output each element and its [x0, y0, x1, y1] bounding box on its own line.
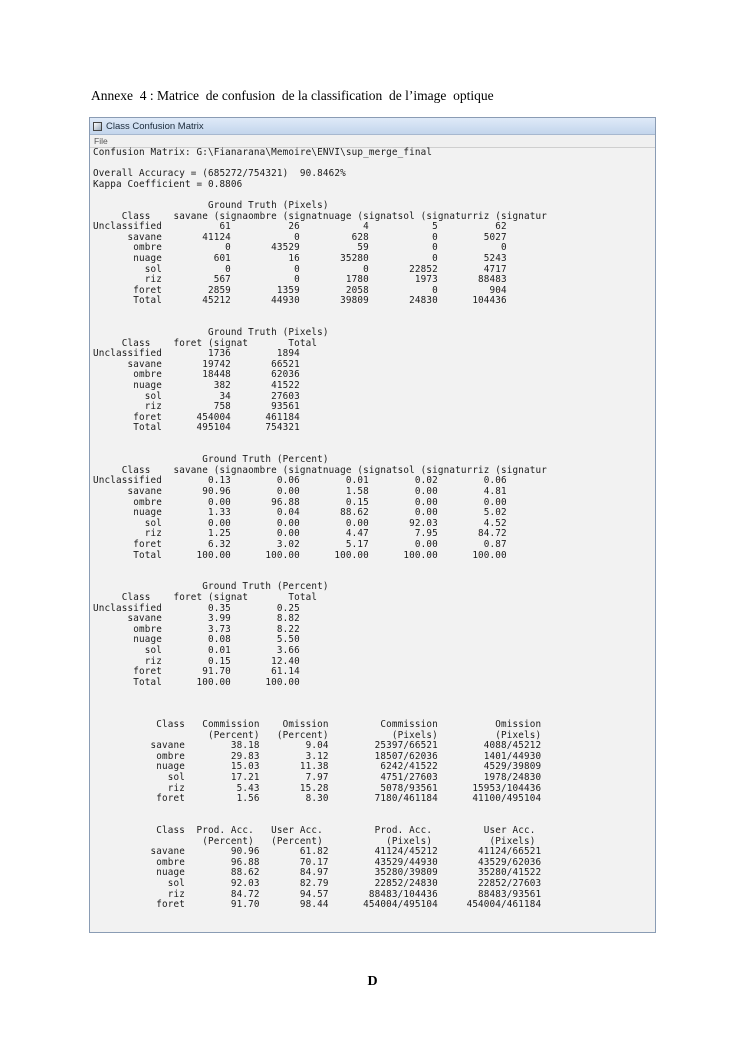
- table-row: riz 5.43 15.28 5078/93561 15953/104436: [93, 782, 542, 794]
- table-row: foret 1.56 8.30 7180/461184 41100/495104: [93, 793, 542, 805]
- table-header: Class foret (signat Total: [93, 591, 318, 603]
- table-row: nuage 15.03 11.38 6242/41522 4529/39809: [93, 761, 542, 773]
- table-row: foret 454004 461184: [93, 411, 300, 423]
- overall-accuracy-line: Overall Accuracy = (685272/754321) 90.8462%: [93, 168, 346, 180]
- table-row: Total 495104 754321: [93, 422, 300, 434]
- report-text-area[interactable]: [90, 148, 655, 933]
- table-row: ombre 29.83 3.12 18507/62036 1401/44930: [93, 750, 542, 762]
- report-path-line: Confusion Matrix: G:\Fianarana\Memoire\ENVI\sup_merge_final: [93, 147, 433, 158]
- table-row: ombre 0.00 96.88 0.15 0.00 0.00: [93, 496, 507, 508]
- table-row: foret 91.70 61.14: [93, 666, 300, 678]
- table-header: (Percent) (Percent) (Pixels) (Pixels): [93, 729, 542, 741]
- table-row: Unclassified 0.35 0.25: [93, 602, 300, 614]
- table-header: Class savane (signaombre (signatnuage (signatsol (signaturriz (signatur: [93, 210, 548, 222]
- table-row: sol 0 0 0 22852 4717: [93, 263, 507, 275]
- table-row: sol 0.00 0.00 0.00 92.03 4.52: [93, 517, 507, 529]
- table-row: nuage 0.08 5.50: [93, 634, 300, 646]
- table-row: riz 567 0 1780 1973 88483: [93, 274, 507, 286]
- table-row: ombre 0 43529 59 0 0: [93, 242, 507, 254]
- table-row: foret 6.32 3.02 5.17 0.00 0.87: [93, 538, 507, 550]
- table-header: Class Prod. Acc. User Acc. Prod. Acc. User Acc.: [93, 825, 536, 836]
- table-title: Ground Truth (Pixels): [93, 199, 329, 211]
- table-row: savane 41124 0 628 0 5027: [93, 231, 507, 243]
- table-header: Class foret (signat Total: [93, 337, 318, 349]
- commission-omission-table: [93, 720, 655, 805]
- table-row: riz 758 93561: [93, 401, 300, 413]
- table-row: savane 3.99 8.82: [93, 613, 300, 625]
- percent-table-1: [93, 455, 655, 561]
- table-row: savane 38.18 9.04 25397/66521 4088/45212: [93, 740, 542, 752]
- table-row: Unclassified 1736 1894: [93, 348, 300, 360]
- table-row: Unclassified 0.13 0.06 0.01 0.02 0.06: [93, 475, 507, 487]
- table-row: ombre 96.88 70.17 43529/44930 43529/62036: [93, 856, 542, 868]
- table-title: Ground Truth (Pixels): [93, 327, 329, 339]
- table-row: nuage 88.62 84.97 35280/39809 35280/41522: [93, 867, 542, 879]
- table-header: Class savane (signaombre (signatnuage (signatsol (signaturriz (signatur: [93, 464, 548, 476]
- class-confusion-matrix-window: [89, 117, 656, 933]
- window-app-icon: [93, 122, 102, 131]
- table-row: sol 0.01 3.66: [93, 644, 300, 656]
- page-letter: D: [367, 974, 378, 989]
- table-row: sol 17.21 7.97 4751/27603 1978/24830: [93, 772, 542, 784]
- window-title: Class Confusion Matrix: [106, 120, 204, 132]
- window-titlebar[interactable]: [90, 118, 655, 135]
- table-row: savane 19742 66521: [93, 358, 300, 370]
- table-row: foret 2859 1359 2058 0 904: [93, 284, 507, 296]
- page-caption: Annexe 4 : Matrice de confusion de la classification de l’image optique: [91, 88, 494, 103]
- table-row: Unclassified 61 26 4 5 62: [93, 221, 507, 233]
- table-row: Total 100.00 100.00: [93, 676, 300, 688]
- table-row: riz 1.25 0.00 4.47 7.95 84.72: [93, 528, 507, 540]
- table-row: savane 90.96 0.00 1.58 0.00 4.81: [93, 486, 507, 497]
- table-row: sol 34 27603: [93, 390, 300, 402]
- menu-file[interactable]: File: [94, 136, 108, 146]
- table-row: nuage 601 16 35280 0 5243: [93, 252, 507, 264]
- table-row: nuage 382 41522: [93, 380, 300, 392]
- table-row: foret 91.70 98.44 454004/495104 454004/461184: [93, 899, 542, 911]
- table-header: Class Commission Omission Commission Omission: [93, 719, 542, 731]
- table-header: (Percent) (Percent) (Pixels) (Pixels): [93, 835, 536, 847]
- pixels-table-2: [93, 328, 655, 434]
- table-row: riz 0.15 12.40: [93, 655, 300, 667]
- table-title: Ground Truth (Percent): [93, 581, 329, 593]
- table-row: Total 100.00 100.00 100.00 100.00 100.00: [93, 549, 507, 561]
- percent-table-2: [93, 582, 655, 688]
- kappa-coefficient-line: Kappa Coefficient = 0.8806: [93, 178, 243, 190]
- table-title: Ground Truth (Percent): [93, 454, 329, 466]
- table-row: riz 84.72 94.57 88483/104436 88483/93561: [93, 888, 542, 900]
- table-row: nuage 1.33 0.04 88.62 0.00 5.02: [93, 507, 507, 519]
- table-row: Total 45212 44930 39809 24830 104436: [93, 295, 507, 307]
- pixels-table-1: [93, 201, 655, 307]
- table-row: ombre 18448 62036: [93, 369, 300, 381]
- table-row: sol 92.03 82.79 22852/24830 22852/27603: [93, 877, 542, 889]
- table-row: ombre 3.73 8.22: [93, 623, 300, 635]
- accuracy-table: [93, 826, 655, 911]
- table-row: savane 90.96 61.82 41124/45212 41124/66521: [93, 846, 542, 858]
